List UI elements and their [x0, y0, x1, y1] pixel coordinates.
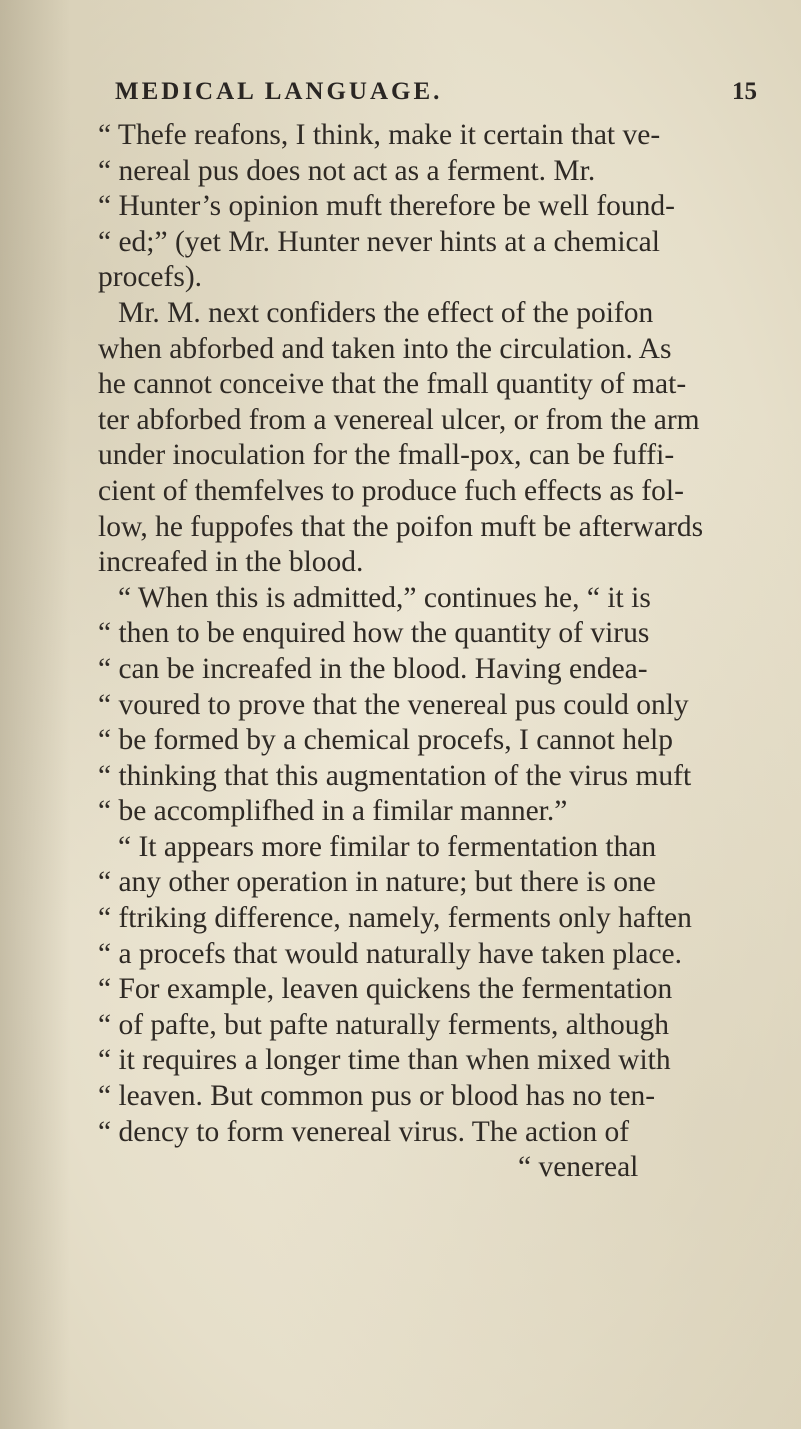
text-line: cient of themfelves to produce fuch effects as fol- — [98, 474, 684, 507]
text-line: “ Thefe reafons, I think, make it certain that ve- — [98, 119, 661, 151]
text-line: “ ftriking difference, namely, ferments only haften — [98, 902, 692, 935]
text-line: increafed in the blood. — [98, 546, 364, 579]
text-line: when abforbed and taken into the circulation. As — [98, 332, 672, 365]
text-line: he cannot conceive that the fmall quantity of mat- — [98, 368, 687, 401]
text-line: “ can be increafed in the blood. Having endea- — [98, 652, 648, 685]
text-line: under inoculation for the fmall-pox, can be fuffi- — [98, 439, 675, 472]
text-line: ter abforbed from a venereal ulcer, or from the arm — [98, 403, 700, 436]
text-line: low, he fuppofes that the poifon muft be afterwards — [98, 510, 704, 543]
text-line: “ Hunter’s opinion muft therefore be well found- — [98, 190, 675, 223]
text-line: “ any other operation in nature; but there is one — [98, 866, 656, 899]
text-line: “ be accomplifhed in a fimilar manner.” — [98, 795, 568, 828]
text-line: “ leaven. But common pus or blood has no ten- — [98, 1080, 656, 1113]
text-line: “ For example, leaven quickens the fermentation — [98, 973, 673, 1006]
running-head-title: MEDICAL LANGUAGE. — [115, 78, 443, 105]
text-line: “ be formed by a chemical procefs, I cannot help — [98, 724, 673, 757]
text-line: “ then to be enquired how the quantity of virus — [98, 617, 650, 650]
running-head — [98, 78, 757, 118]
book-page — [98, 78, 757, 1186]
page-edge-shadow — [0, 0, 70, 1429]
text-line: “ voured to prove that the venereal pus could only — [98, 688, 689, 721]
text-line: “ of pafte, but pafte naturally ferments, although — [98, 1008, 669, 1041]
text-line: “ dency to form venereal virus. The action of — [98, 1115, 630, 1148]
text-line: “ nereal pus does not act as a ferment. Mr. — [98, 154, 596, 187]
catchword: “ venereal — [518, 1151, 639, 1184]
text-line: “ it requires a longer time than when mixed with — [98, 1044, 671, 1077]
paragraph-start-line: “ It appears more fimilar to fermentation than — [118, 830, 657, 863]
paragraph-start-line: Mr. M. next confiders the effect of the poifon — [118, 296, 654, 329]
body-text — [98, 118, 738, 1186]
text-line: “ thinking that this augmentation of the virus muft — [98, 759, 692, 792]
page-number: 15 — [732, 78, 757, 105]
text-line: “ a procefs that would naturally have taken place. — [98, 937, 683, 970]
text-line: “ ed;” (yet Mr. Hunter never hints at a chemical — [98, 225, 660, 258]
paragraph-start-line: “ When this is admitted,” continues he, “ it is — [118, 581, 651, 614]
text-line: procefs). — [98, 261, 203, 294]
